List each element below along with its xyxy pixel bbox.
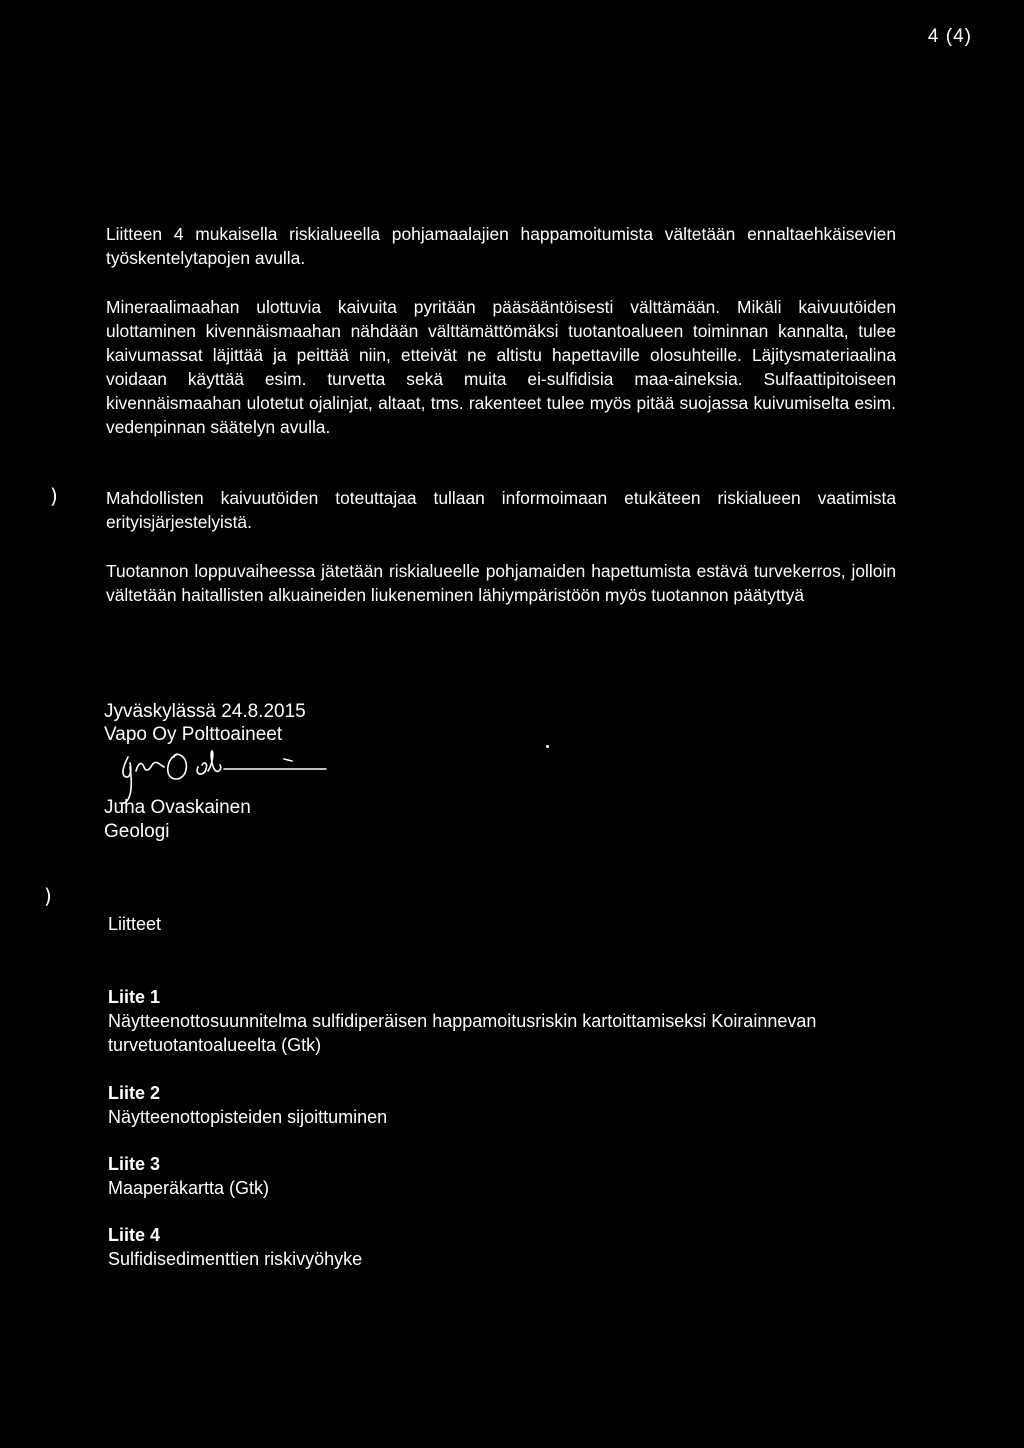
margin-mark-top: ) <box>50 484 58 508</box>
attachment-description: Maaperäkartta (Gtk) <box>108 1178 270 1198</box>
signature-title: Geologi <box>104 821 170 842</box>
attachment-label: Liite 2 <box>108 1083 161 1103</box>
paragraph-4: Tuotannon loppuvaiheessa jätetään riskialueelle pohjamaiden hapettumista estävä turvekerros, jolloin vältetään haitallisten alkuaineiden liukeneminen lähiympäristöön myös tuotannon päätyttyä <box>106 561 896 605</box>
attachments-heading: Liitteet <box>108 914 162 934</box>
page-number: 4 (4) <box>927 26 972 47</box>
signature-company: Vapo Oy Polttoaineet <box>104 724 283 745</box>
paragraph-1: Liitteen 4 mukaisella riskialueella pohjamaalajien happamoitumista vältetään ennaltaehkäisevien työskentelytapojen avulla. <box>106 224 896 268</box>
paragraph-3: Mahdollisten kaivuutöiden toteuttajaa tullaan informoimaan etukäteen riskialueen vaatimista erityisjärjestelyistä. <box>106 488 896 532</box>
attachment-description: Näytteenottosuunnitelma sulfidiperäisen happamoitusriskin kartoittamiseksi Koirainnevan turvetuotantoalueelta (Gtk) <box>108 1011 817 1055</box>
signature-place-date: Jyväskylässä 24.8.2015 <box>104 701 306 722</box>
attachment-description: Näytteenottopisteiden sijoittuminen <box>108 1107 388 1127</box>
attachment-item <box>108 985 828 1057</box>
attachment-item <box>108 1081 387 1129</box>
attachment-item <box>108 1223 362 1271</box>
stray-dot <box>546 745 549 748</box>
signature-name: Juha Ovaskainen <box>104 797 251 818</box>
attachment-label: Liite 3 <box>108 1154 161 1174</box>
attachment-label: Liite 1 <box>108 987 161 1007</box>
signature-block <box>104 700 306 746</box>
attachment-description: Sulfidisedimenttien riskivyöhyke <box>108 1249 363 1269</box>
margin-mark-bottom: ) <box>44 884 52 908</box>
attachment-item <box>108 1152 269 1200</box>
attachment-label: Liite 4 <box>108 1225 161 1245</box>
paragraph-2: Mineraalimaahan ulottuvia kaivuita pyritään pääsääntöisesti välttämään. Mikäli kaivuutöiden ulottaminen kivennäismaahan nähdään välttämättömäksi tuotantoalueen toiminnan kannalta, tulee kaivumassat läjittää ja peittää niin, etteivät ne altistu hapettaville olosuhteille. Läjitysmateriaalina voidaan käyttää esim. turvetta sekä muita ei-sulfidisia maa-aineksia. Sulfaattipitoiseen kivennäismaahan ulotetut ojalinjat, altaat, tms. rakenteet tulee myös pitää suojassa kuivumiselta esim. vedenpinnan säätelyn avulla. <box>106 297 896 437</box>
